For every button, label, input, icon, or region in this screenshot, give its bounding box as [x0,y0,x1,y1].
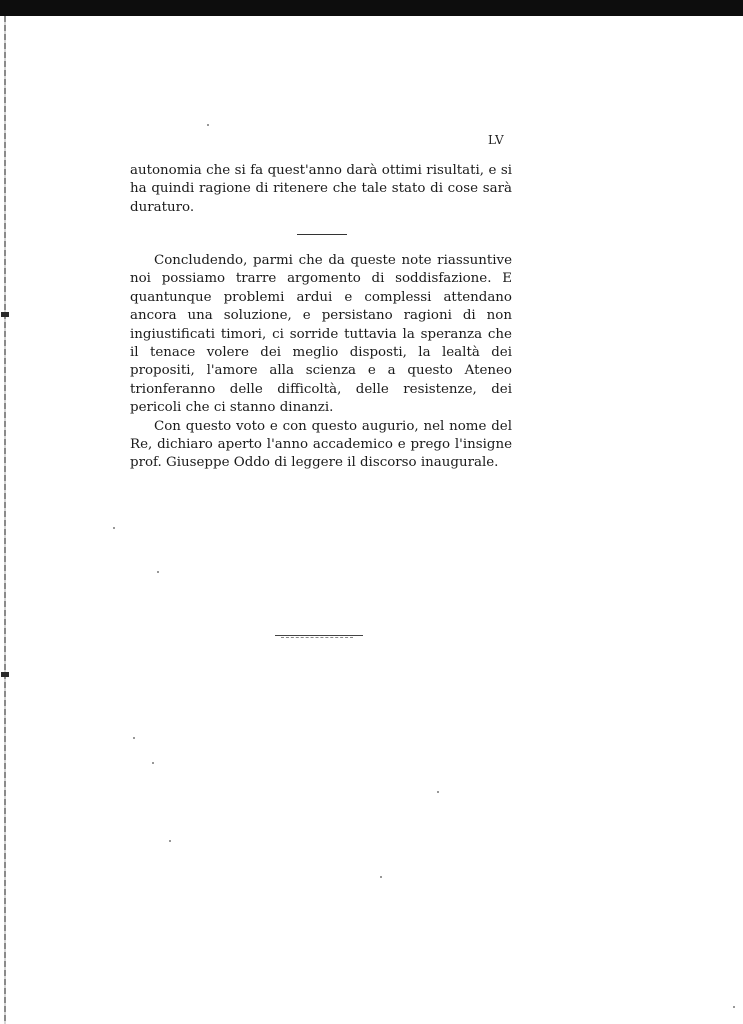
paragraph-continuation [130,162,512,217]
paper-speck [133,737,135,739]
paper-speck [157,571,159,573]
binding-mark [1,312,9,317]
scan-top-border [0,0,743,16]
page-number: LV [488,133,505,147]
closing-section [130,252,512,473]
paper-speck [113,527,115,529]
end-ornament-line [275,635,363,636]
section-divider [297,234,347,235]
paper-speck [437,791,439,793]
end-ornament [275,635,363,638]
scan-left-edge [4,16,6,1024]
binding-mark [1,672,9,677]
paper-speck [733,1006,735,1008]
paper-speck [152,762,154,764]
paper-speck [169,840,171,842]
paragraph: Concludendo, parmi che da queste note riassuntive noi possiamo trarre argomento di soddisfazione. E quantunque problemi ardui e complessi attendano ancora una soluzione, e persistano ragioni di non ingiustificati timori, ci sorride tuttavia la speranza che il tenace volere dei meglio disposti, la lealtà dei propositi, l'amore alla scienza e a questo Ateneo trionferanno delle difficoltà, delle resistenze, dei pericoli che ci stanno dinanzi. [130,253,512,416]
paragraph: Con questo voto e con questo augurio, nel nome del Re, dichiaro aperto l'anno accademico e prego l'insigne prof. Giuseppe Oddo di leggere il discorso inaugurale. [130,418,512,471]
end-ornament-line [281,637,353,638]
paper-speck [380,876,382,878]
paragraph: autonomia che si fa quest'anno darà ottimi risultati, e si ha quindi ragione di ritenere che tale stato di cose sarà duraturo. [130,163,512,215]
paper-speck [207,124,209,126]
